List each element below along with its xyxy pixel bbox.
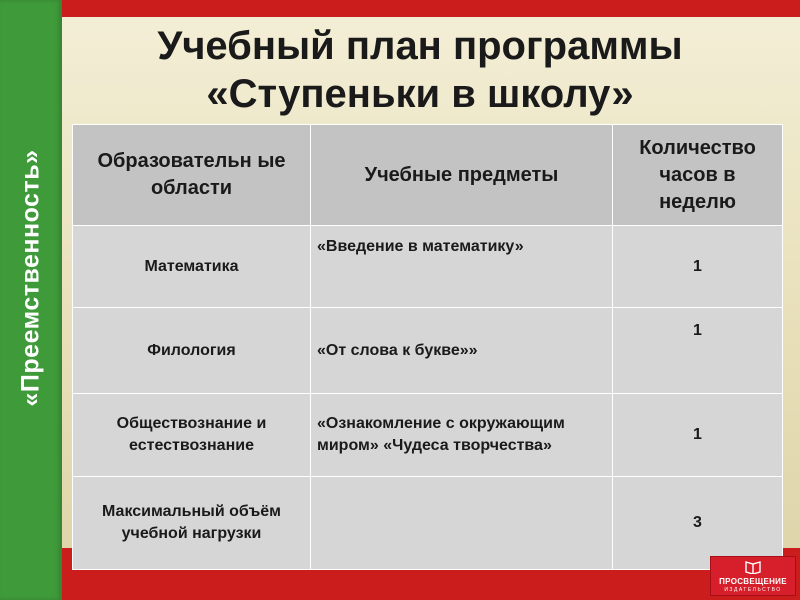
curriculum-table	[72, 124, 783, 570]
side-bar-label: «Преемственность»	[16, 149, 45, 407]
top-red-stripe	[62, 0, 800, 17]
header-hours: Количество часов в неделю	[613, 125, 783, 226]
title-line-1: Учебный план программы	[157, 24, 683, 68]
table-header-row	[73, 125, 783, 226]
row-area: Математика	[73, 226, 311, 308]
title-line-2: «Ступеньки в школу»	[206, 72, 634, 116]
publisher-logo	[710, 556, 796, 596]
left-side-bar	[0, 0, 62, 600]
row-hours: 1	[613, 394, 783, 477]
logo-name: ПРОСВЕЩЕНИЕ	[719, 577, 787, 586]
header-subjects: Учебные предметы	[311, 125, 613, 226]
header-areas: Образовательн ые области	[73, 125, 311, 226]
row-area: Максимальный объём учебной нагрузки	[73, 477, 311, 570]
book-icon	[745, 560, 761, 574]
row-hours: 1	[613, 226, 783, 308]
row-subject: «От слова к букве»»	[311, 308, 613, 394]
row-area: Филология	[73, 308, 311, 394]
row-subject	[311, 477, 613, 570]
table-row	[73, 394, 783, 477]
row-hours: 1	[613, 308, 783, 394]
table-row	[73, 308, 783, 394]
row-subject: «Введение в математику»	[311, 226, 613, 308]
table-row	[73, 226, 783, 308]
row-area: Обществознание и естествознание	[73, 394, 311, 477]
table-row	[73, 477, 783, 570]
row-subject: «Ознакомление с окружающим миром» «Чудеса творчества»	[311, 394, 613, 477]
slide-title	[80, 22, 760, 118]
row-hours: 3	[613, 477, 783, 570]
logo-subtitle: ИЗДАТЕЛЬСТВО	[724, 587, 782, 593]
